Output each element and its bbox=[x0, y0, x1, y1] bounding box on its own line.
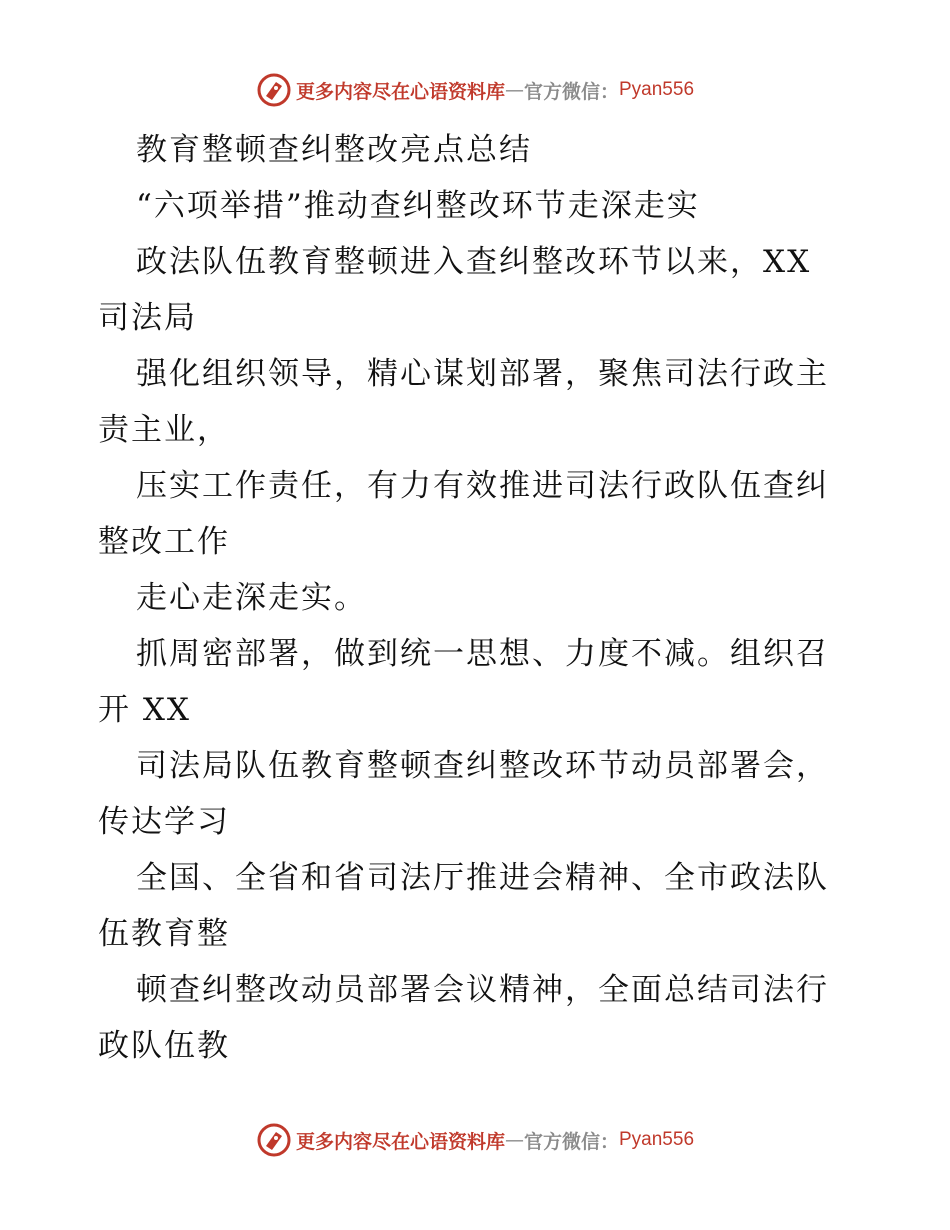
watermark-brand: 更多内容尽在心语资料库 bbox=[295, 80, 505, 103]
paragraph-line: 整改工作 bbox=[98, 524, 230, 560]
watermark-brand: 更多内容尽在心语资料库 bbox=[295, 1130, 505, 1153]
pen-nib-logo-icon bbox=[256, 1122, 292, 1158]
paragraph-line: 政队伍教 bbox=[98, 1028, 230, 1064]
watermark-label: 官方微信： bbox=[523, 1130, 619, 1153]
document-subtitle: “六项举措”推动查纠整改环节走深走实 bbox=[136, 188, 700, 224]
document-body bbox=[98, 122, 858, 1074]
paragraph-line: 司法局队伍教育整顿查纠整改环节动员部署会， bbox=[136, 748, 829, 784]
paragraph-line: 政法队伍教育整顿进入查纠整改环节以来，XX bbox=[136, 244, 812, 280]
paragraph-line: 开 XX bbox=[98, 692, 191, 728]
paragraph-line: 顿查纠整改动员部署会议精神，全面总结司法行 bbox=[136, 972, 829, 1008]
watermark-label: 官方微信： bbox=[523, 80, 619, 103]
paragraph-line: 责主业， bbox=[98, 412, 230, 448]
pen-nib-logo-icon bbox=[256, 72, 292, 108]
watermark-separator: — bbox=[504, 79, 524, 101]
document-title: 教育整顿查纠整改亮点总结 bbox=[136, 132, 532, 168]
watermark-id: Pyan556 bbox=[619, 79, 695, 100]
footer-watermark bbox=[0, 1120, 950, 1160]
paragraph-line: 抓周密部署，做到统一思想、力度不减。组织召 bbox=[136, 636, 829, 672]
header-watermark bbox=[0, 70, 950, 110]
paragraph-line: 全国、全省和省司法厅推进会精神、全市政法队 bbox=[136, 860, 829, 896]
watermark-separator: — bbox=[504, 1129, 524, 1151]
paragraph-line: 走心走深走实。 bbox=[136, 580, 367, 616]
paragraph-line: 压实工作责任，有力有效推进司法行政队伍查纠 bbox=[136, 468, 829, 504]
paragraph-line: 伍教育整 bbox=[98, 916, 230, 952]
paragraph-line: 强化组织领导，精心谋划部署，聚焦司法行政主 bbox=[136, 356, 829, 392]
paragraph-line: 传达学习 bbox=[98, 804, 230, 840]
watermark-id: Pyan556 bbox=[619, 1129, 695, 1150]
paragraph-line: 司法局 bbox=[98, 300, 197, 336]
